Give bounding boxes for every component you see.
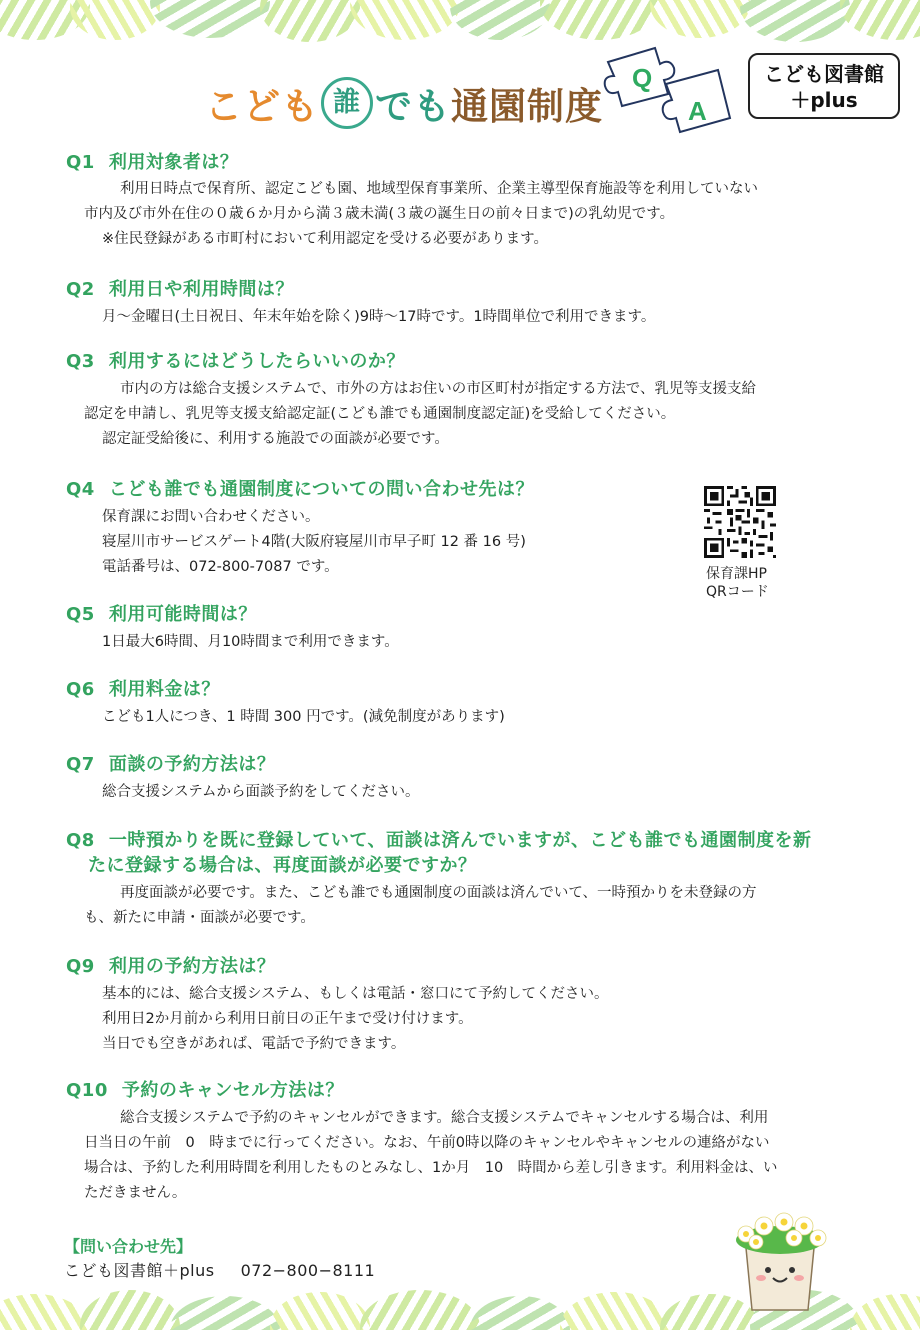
qa-item-q1 — [66, 151, 860, 252]
question-number: Q4 — [66, 479, 95, 500]
answer-line: 月～金曜日(土日祝日、年末年始を除く)9時～17時です。1時間単位で利用できます。 — [102, 309, 656, 325]
qr-label-line2: QRコード — [706, 584, 769, 600]
puzzle-q-letter: Q — [632, 63, 653, 93]
contact-phone: 072−800−8111 — [240, 1261, 376, 1280]
puzzle-qa-icon — [600, 40, 735, 155]
question-text: 利用料金は？ — [108, 679, 220, 700]
answer-line: 再度面談が必要です。また、こども誰でも通園制度の面談は済んでいて、一時預かりを未登録の方 — [120, 885, 757, 901]
question-text-line2: たに登録する場合は、再度面談が必要ですか？ — [88, 855, 477, 876]
qa-item-q8 — [66, 828, 860, 931]
contact-name: こども図書館＋plus — [64, 1261, 215, 1280]
question-number: Q2 — [66, 279, 95, 300]
question-number: Q6 — [66, 679, 95, 700]
title-part3: 通園制度 — [451, 85, 603, 128]
question-text-line1: 一時預かりを既に登録していて、面談は済んでいますが、こども誰でも通園制度を新 — [108, 830, 812, 851]
question-number: Q5 — [66, 604, 95, 625]
library-badge-line2: ＋plus — [790, 88, 858, 112]
answer-line: 市内の方は総合支援システムで、市外の方はお住いの市区町村が指定する方法で、乳児等支援支給 — [120, 381, 756, 397]
title-part2: でも — [375, 85, 451, 128]
answer-line: 総合支援システムで予約のキャンセルができます。総合支援システムでキャンセルする場合は、利用 — [120, 1110, 769, 1126]
question-number: Q8 — [66, 830, 95, 851]
answer-line: 認定を申請し、乳児等支援支給認定証(こども誰でも通園制度認定証)を受給してください。 — [84, 406, 676, 422]
answer-line: 日当日の午前 0 時までに行ってください。なお、午前0時以降のキャンセルやキャンセルの連絡がない — [84, 1135, 770, 1151]
qr-code-icon — [704, 486, 776, 558]
title-circle-char: 誰 — [321, 77, 373, 129]
qr-label-line1: 保育課HP — [706, 566, 767, 582]
qa-item-q5 — [66, 603, 860, 655]
answer-line: も、新たに申請・面談が必要です。 — [84, 910, 315, 926]
answer-line: 1日最大6時間、月10時間まで利用できます。 — [102, 634, 399, 650]
question-text: 予約のキャンセル方法は？ — [121, 1080, 344, 1101]
question-text: 利用するにはどうしたらいいのか？ — [108, 351, 405, 372]
answer-line: 総合支援システムから面談予約をしてください。 — [102, 784, 420, 800]
qa-item-q9 — [66, 955, 860, 1057]
question-number: Q7 — [66, 754, 95, 775]
top-decoration — [0, 0, 920, 44]
answer-line: ただきません。 — [84, 1185, 187, 1201]
title-part1: こども — [205, 85, 319, 128]
question-text: 利用可能時間は？ — [108, 604, 257, 625]
question-text: 利用の予約方法は？ — [108, 956, 276, 977]
answer-line: 市内及び市外在住の０歳６か月から満３歳未満(３歳の誕生日の前々日まで)の乳幼児です。 — [84, 206, 675, 222]
question-text: 利用対象者は？ — [108, 152, 239, 173]
answer-line: 認定証受給後に、利用する施設での面談が必要です。 — [102, 431, 449, 447]
question-number: Q1 — [66, 152, 95, 173]
answer-line: 保育課にお問い合わせください。 — [102, 509, 320, 525]
qa-item-q7 — [66, 753, 860, 805]
qa-item-q3 — [66, 350, 860, 452]
question-number: Q3 — [66, 351, 95, 372]
answer-line: こども1人につき、1 時間 300 円です。(減免制度があります) — [102, 709, 505, 725]
answer-line: 基本的には、総合支援システム、もしくは電話・窓口にて予約してください。 — [102, 986, 609, 1002]
question-text: 利用日や利用時間は？ — [108, 279, 294, 300]
qr-label — [706, 565, 769, 601]
flower-pot-mascot-icon — [728, 1208, 828, 1312]
qa-item-q6 — [66, 678, 860, 730]
answer-line: 寝屋川市サービスゲート4階(大阪府寝屋川市早子町 12 番 16 号) — [102, 534, 526, 550]
puzzle-a-letter: A — [688, 96, 707, 126]
library-badge-line1: こども図書館 — [764, 62, 884, 86]
answer-line: 利用日2か月前から利用日前日の正午まで受け付けます。 — [102, 1011, 473, 1027]
question-text: 面談の予約方法は？ — [108, 754, 276, 775]
answer-line: 電話番号は、072-800-7087 です。 — [102, 559, 339, 575]
answer-line: 利用日時点で保育所、認定こども園、地域型保育事業所、企業主導型保育施設等を利用していない — [120, 181, 758, 197]
question-number: Q9 — [66, 956, 95, 977]
qa-item-q10 — [66, 1079, 860, 1206]
contact-heading: 【問い合わせ先】 — [64, 1237, 193, 1256]
answer-line: ※住民登録がある市町村において利用認定を受ける必要があります。 — [102, 231, 548, 247]
contact-line — [64, 1258, 375, 1281]
question-text: こども誰でも通園制度についての問い合わせ先は？ — [108, 479, 534, 500]
page-title — [205, 76, 603, 130]
answer-line: 場合は、予約した利用時間を利用したものとみなし、1か月 10 時間から差し引きます。利用料金は、い — [84, 1160, 778, 1176]
library-badge — [748, 53, 900, 119]
question-number: Q10 — [66, 1080, 108, 1101]
answer-line: 当日でも空きがあれば、電話で予約できます。 — [102, 1036, 406, 1052]
qa-item-q2 — [66, 278, 860, 330]
